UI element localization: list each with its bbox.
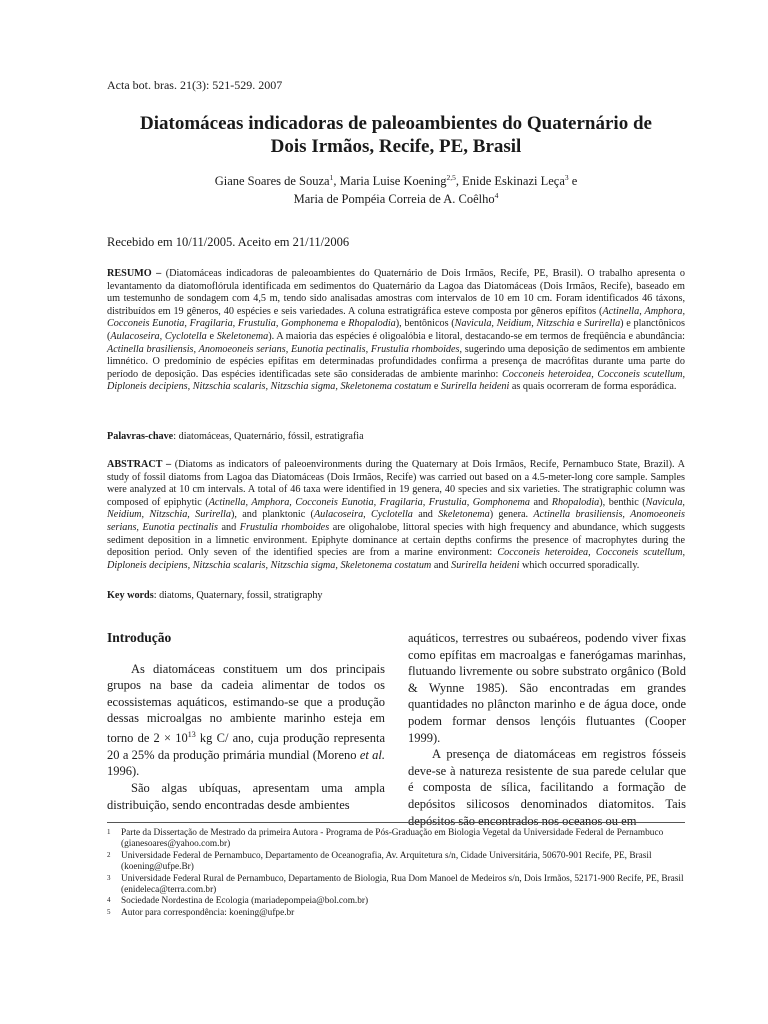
footnote-mark: 2 xyxy=(107,850,111,859)
resumo-taxa: Actinella, Amphora, Cocconeis Eunotia, Fragilaria, Frustulia, Gomphonema xyxy=(107,305,685,330)
intro-exponent: 13 xyxy=(187,729,196,739)
footnote-mark: 3 xyxy=(107,873,111,882)
abstract-text: ) genera. xyxy=(489,509,534,521)
intro-paragraph-1 xyxy=(107,661,385,780)
resumo-text: e xyxy=(206,330,217,342)
abstract-text: ), and planktonic ( xyxy=(230,509,314,521)
abstract-text: which occurred sporadically. xyxy=(519,559,640,571)
abstract-taxa: Aulacoseira, Cyclotella xyxy=(313,509,413,521)
resumo-text: , sugerindo uma deposição de sedimentos em ambiente limnético. O predomínio de espécies epífitas em determinadas profundidades confirma a presença de macrófitas durante uma parte do período de deposição. Das espécies identificadas sete são consideradas de ambiente marinho: xyxy=(107,343,685,380)
footnote-item xyxy=(107,908,685,919)
abstract-taxa: Surirella heideni xyxy=(451,559,520,571)
footnote-item xyxy=(107,828,685,851)
abstract-text: and xyxy=(529,496,552,508)
title-line-1: Diatomáceas indicadoras de paleoambientes do Quaternário de xyxy=(140,113,652,134)
author-4: Maria de Pompéia Correia de A. Coêlho xyxy=(293,192,495,206)
abstract-text: and xyxy=(412,509,439,521)
author-2-affil: 2,5 xyxy=(446,172,456,182)
abstract-taxa: Actinella brasiliensis, Anomoeoneis serians, Eunotia pectinalis xyxy=(107,509,685,533)
footnote-text: Universidade Federal Rural de Pernambuco, Departamento de Biologia, Rua Dom Manoel de Medeiros s/n, Dois Irmãos, 52171-900 Recife, PE, Brasil (enideleca@terra.com.br) xyxy=(121,873,684,896)
intro-text: kg C/ ano, cuja produção representa 20 a 25% da produção primária mundial (Moreno xyxy=(107,731,386,762)
author-separator: e xyxy=(568,174,578,188)
key-words-text: : diatoms, Quaternary, fossil, stratigraphy xyxy=(153,590,323,601)
section-heading-introducao: Introdução xyxy=(107,630,172,645)
abstract-text: are oligohalobe, littoral species with high frequency and abundance, which suggests sediment deposition in a limnetic environment. Epiphyte dominance at certain depths confirms the presence of macrophytes during the deposition period. Only seven of the identified species are from a marine environment: xyxy=(107,521,686,559)
intro-text: 1996). xyxy=(107,764,140,779)
resumo-taxa: Skeletonema xyxy=(216,330,269,342)
body-column-left xyxy=(107,630,385,813)
resumo-taxa: Surirella heideni xyxy=(440,381,510,393)
footnote-mark: 4 xyxy=(107,896,111,905)
key-words-label: Key words xyxy=(107,590,154,601)
abstract-taxa: Rhopalodia xyxy=(551,496,600,508)
title-line-2: Dois Irmãos, Recife, PE, Brasil xyxy=(270,136,522,157)
footnote-text: Autor para correspondência: koening@ufpe.br xyxy=(121,907,295,918)
resumo-text: ). A maioria das espécies é oligoalóbia e litoral, destacando-se em termos de freqüência e abundância: xyxy=(268,330,685,342)
footnote-text: Universidade Federal de Pernambuco, Departamento de Oceanografia, Av. Arquitetura s/n, Cidade Universitária, 50670-901 Recife, PE, Brasil (koening@ufpe.Br) xyxy=(121,850,652,873)
abstract-label: ABSTRACT – xyxy=(107,459,175,470)
received-accepted-dates: Recebido em 10/11/2005. Aceito em 21/11/2006 xyxy=(107,235,350,249)
footnote-mark: 1 xyxy=(107,828,111,836)
intro-citation-etal: et al. xyxy=(359,747,385,762)
intro-paragraph-3: A presença de diatomáceas em registros fósseis deve-se à natureza resistente de sua parede celular que é composta de sílica, facilitando a formação de depósitos silicosos denominados diatomitos. Tais depósitos são encontrados nos oceanos ou em xyxy=(408,747,686,828)
key-words xyxy=(107,590,685,603)
body-column-right xyxy=(408,630,686,829)
resumo-paragraph xyxy=(107,268,685,394)
resumo-text: e xyxy=(431,381,441,393)
resumo-taxa: Cocconeis heteroidea, Cocconeis scutellum, Diploneis decipiens, Nitzschia scalaris, Nitzschia sigma, Skeletonema costatum xyxy=(107,368,685,393)
palavras-chave-label: Palavras-chave xyxy=(107,431,174,442)
resumo-text: ), bentônicos ( xyxy=(395,318,455,330)
abstract-taxa: Cocconeis heteroidea, Cocconeis scutellum, Diploneis decipiens, Nitzschia scalaris, Nitzschia sigma, Skeletonema costatum xyxy=(107,547,686,571)
footnote-text: Parte da Dissertação de Mestrado da primeira Autora - Programa de Pós-Graduação em Biologia Vegetal da Universidade Federal de Pernambuco (gianesoares@yahoo.com.br) xyxy=(121,828,664,850)
resumo-taxa: Aulacoseira, Cyclotella xyxy=(110,330,207,342)
author-3: , Enide Eskinazi Leça xyxy=(455,174,565,188)
author-1: Giane Soares de Souza xyxy=(214,174,330,188)
abstract-text: ), benthic ( xyxy=(599,496,646,508)
palavras-chave xyxy=(107,431,685,444)
abstract-taxa: Actinella, Amphora, Cocconeis Eunotia, Fragilaria, Frustulia, Gomphonema xyxy=(208,496,530,508)
footnote-item xyxy=(107,851,685,874)
intro-paragraph-2-continued: aquáticos, terrestres ou subaéreos, podendo viver fixas como epífitas em macroalgas e fanerógamas marinhas, flutuando livremente ou sobre substrato orgânico (Bold & Wynne 1985). São encontradas em grandes quantidades no plâncton marinho e de água doce, onde podem formar densos lençóis flutuantes (Cooper 1999). xyxy=(408,631,686,745)
resumo-text: ) e planctônicos ( xyxy=(107,318,685,342)
abstract-paragraph xyxy=(107,459,685,572)
footnote-item xyxy=(107,896,685,907)
resumo-taxa: Surirella xyxy=(584,318,621,330)
footnote-text: Sociedade Nordestina de Ecologia (mariadepompeia@bol.com.br) xyxy=(121,896,369,907)
resumo-text: e xyxy=(338,318,349,330)
article-title xyxy=(107,112,685,158)
footnote-mark: 5 xyxy=(107,907,111,916)
abstract-text: (Diatoms as indicators of paleoenvironments during the Quaternary at Dois Irmãos, Recife, Pernambuco State, Brazil). A study of fossil diatoms from Lagoa das Diatomáceas (Dois Irmãos, Recife) was carried out based on a 4.5-meter-long core sample. Samples were analyzed at 10 cm intervals. A total of 46 taxa were identified in 19 genera, 40 species and six varieties. The stratigraphic column was composed of epiphytic ( xyxy=(107,459,686,508)
footnote-item xyxy=(107,874,685,897)
author-2: , Maria Luise Koening xyxy=(333,174,447,188)
author-list xyxy=(107,172,685,208)
abstract-text: and xyxy=(431,559,452,571)
author-1-affil: 1 xyxy=(329,172,334,182)
resumo-label: RESUMO – xyxy=(107,268,166,279)
resumo-text: (Diatomáceas indicadoras de paleoambientes do Quaternário de Dois Irmãos, Recife, PE, Brasil). O trabalho apresenta o levantamento da diatomoflórula identificada em sedimentos do Quaternário da Lagoa das Diatomáceas (Dois Irmãos, Recife), baseado em um testemunho de sondagem com 4,5 m, tendo sido analisadas amostras com intervalos de 10 em 10 cm. Foram identificados 46 táxons, distribuídos em 19 gêneros, 40 espécies e seis variedades. A coluna estratigráfica esteve composta por gêneros epífitos ( xyxy=(107,268,685,317)
author-4-affil: 4 xyxy=(494,190,499,200)
abstract-taxa: Frustulia rhomboides xyxy=(239,521,330,533)
intro-paragraph-2: São algas ubíquas, apresentam uma ampla distribuição, sendo encontradas desde ambientes xyxy=(107,780,385,812)
resumo-text: e xyxy=(574,318,585,330)
author-3-affil: 3 xyxy=(564,172,569,182)
resumo-text: as quais ocorreram de forma esporádica. xyxy=(509,381,677,393)
intro-text: As diatomáceas constituem um dos principais grupos na base da cadeia alimentar de todos os ecossistemas aquáticos, estimando-se que a produção dessas microalgas no ambiente marinho esteja em torno de 2 × 10 xyxy=(107,661,385,746)
resumo-taxa: Actinella brasiliensis, Anomoeoneis serians, Eunotia pectinalis, Frustulia rhomboides xyxy=(107,343,460,355)
abstract-taxa: Navicula, Neidium, Nitzschia, Surirella xyxy=(107,496,685,521)
footnotes xyxy=(107,828,685,919)
abstract-taxa: Skeletonema xyxy=(438,509,490,521)
abstract-text: and xyxy=(217,521,240,533)
resumo-taxa: Navicula, Neidium, Nitzschia xyxy=(454,318,575,330)
footnote-divider xyxy=(107,822,685,823)
resumo-taxa: Rhopalodia xyxy=(348,318,396,330)
palavras-chave-text: : diatomáceas, Quaternário, fóssil, estratigrafia xyxy=(173,431,364,442)
journal-reference: Acta bot. bras. 21(3): 521-529. 2007 xyxy=(107,78,283,92)
